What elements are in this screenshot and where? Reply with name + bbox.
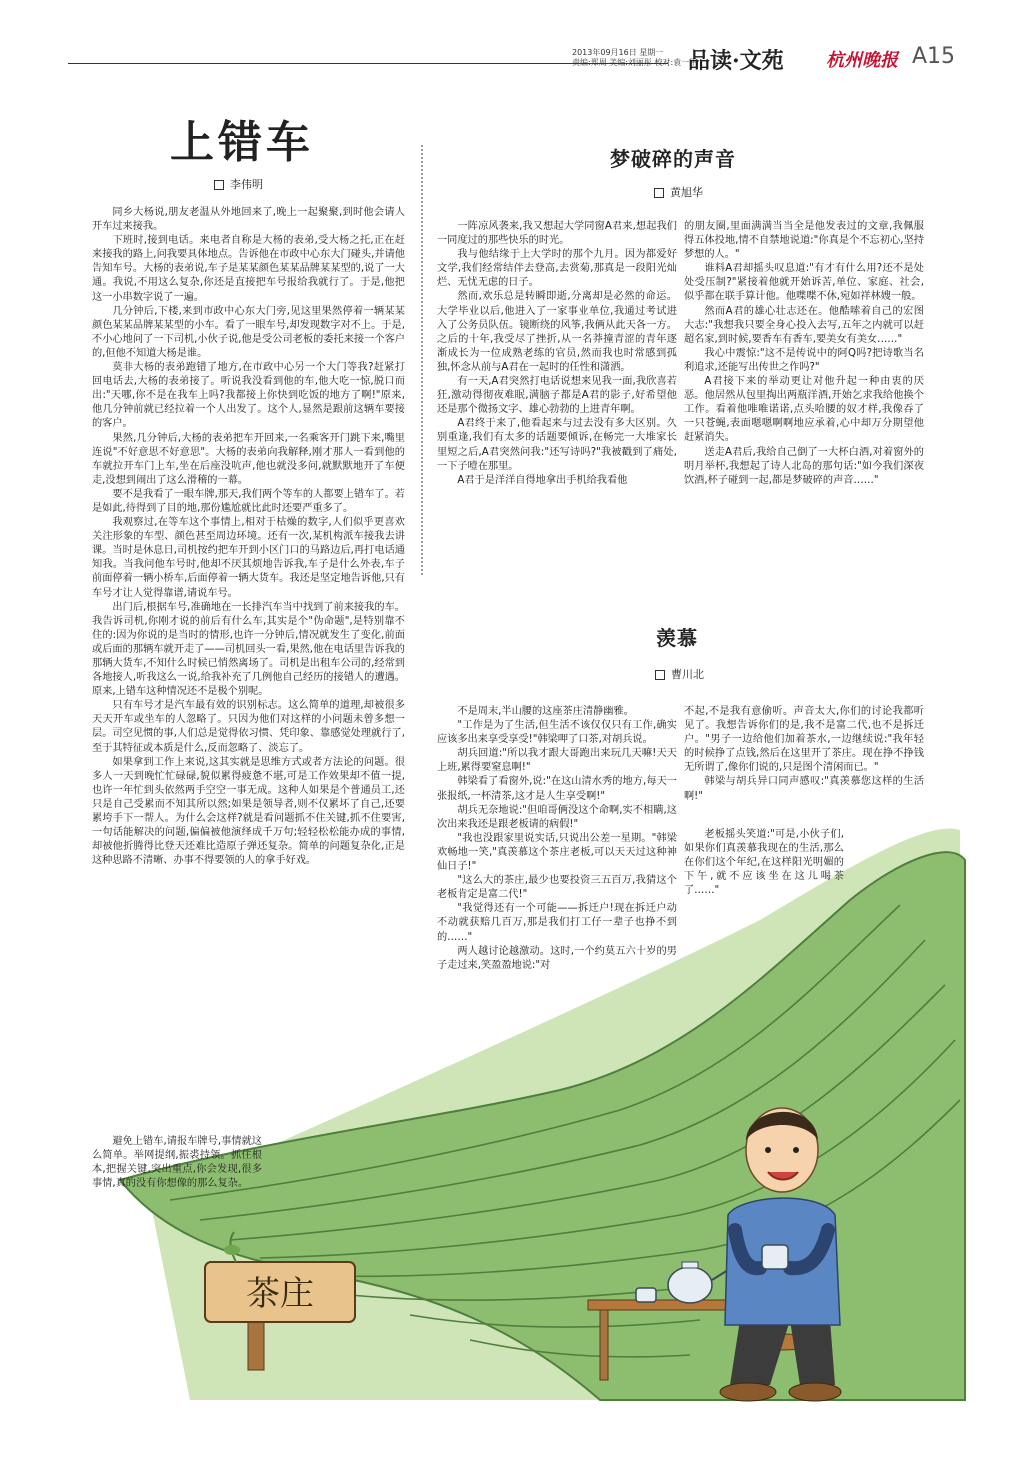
article1-ending	[92, 1135, 262, 1191]
article3-paragraph: 胡兵无奈地说:"但咱哥俩没这个命啊,实不相瞒,这次出来我还是跟老板请的病假!"	[437, 804, 677, 830]
article1-paragraph: 出门后,根据车号,准确地在一长排汽车当中找到了前来接我的车。我告诉司机,你刚才说的前后有什么车,其实是个"伪命题",是特别靠不住的:因为你说的是当时的情形,也许一分钟后,情况就发生了变化,前面或后面的那辆车就开走了——司机回头一看,果然,他在电话里告诉我的那辆大货车,不知什么时候已悄然离场了。司机是出租车公司的,经常到各地接人,听我这么一说,给我补充了几例他自己经历的接错人的遭遇。原来,上错车这种情况还不是极个别呢。	[92, 601, 405, 698]
article1-paragraph: 要不是我看了一眼车牌,那天,我们两个等车的人都要上错车了。若是如此,待得到了目的地,那份尴尬就比此时还要严重多了。	[92, 488, 405, 514]
article3-author: 曹川北	[671, 668, 704, 681]
article3-title: 羡慕	[656, 626, 698, 650]
article2-paragraph: 有一天,A君突然打电话说想来见我一面,我欣喜若狂,激动得彻夜难眠,满脑子都是A君的影子,好希望他还是那个微扬文字、雄心勃勃的上进青年啊。	[437, 376, 677, 416]
newspaper-logo: 杭州晚报	[826, 50, 898, 71]
article1-paragraph: 莫非大杨的表弟跑错了地方,在市政中心另一个大门等我?赶紧打回电话去,大杨的表弟接了。听说我没看到他的车,他大吃一惊,脱口而出:"天哪,你不是在我车上吗?我都接上你快到吃饭的地方了啊!"原来,他几分钟前就已经拉着一个人出发了。这个人,显然是跟前这辆车要接的客户。	[92, 362, 405, 430]
article3-column1	[437, 705, 677, 973]
article2-column2	[684, 220, 924, 488]
article2-author: 黄旭华	[670, 186, 703, 199]
article3-column2-ending	[684, 828, 844, 898]
article3-paragraph: 不起,不是我有意偷听。声音太大,你们的讨论我都听见了。我想告诉你们的是,我不是富二代,也不是拆迁户。"男子一边给他们加着茶水,一边继续说:"我年轻的时候挣了点钱,然后在这里开了茶庄。现在挣不挣钱无所谓了,像你们说的,只是图个清闲而已。"	[684, 706, 924, 774]
article1-paragraph: 几分钟后,下楼,来到市政中心东大门旁,见这里果然停着一辆某某颜色某某品牌某某型的小车。看了一眼车号,却发现数字对不上。于是,不小心地问了一下司机,小伙子说,他是受公司老板的委托来接一个客户的,但他不知道大杨是谁。	[92, 305, 405, 359]
article3-byline	[655, 666, 704, 682]
article1-paragraph: 下班时,接到电话。来电者自称是大杨的表弟,受大杨之托,正在赶来接我的路上,问我要具体地点。告诉他在市政中心东大门碰头,并请他告知车号。大杨的表弟说,车子是某某颜色某某品牌某某型的,说了一大通。我说,不用这么复杂,你还是直接把车号报给我就行了。于是,他把这一小串数字说了一遍。	[92, 235, 405, 303]
article2-paragraph: 的朋友圈,里面满满当当全是他发表过的文章,我佩服得五体投地,情不自禁地说道:"你真是个不忘初心,坚持梦想的人。"	[684, 221, 924, 261]
article1-paragraph: 只有车号才是汽车最有效的识别标志。这么简单的道理,却被很多天天开车或坐车的人忽略了。只因为他们对这样的小问题未曾多想一层。司空见惯的事,人们总是觉得依习惯、凭印象、靠感觉处理就行了,至于其特征或本质是什么,反而忽略了、淡忘了。	[92, 700, 405, 754]
article1-author: 李伟明	[230, 178, 263, 191]
section-title: 品读·文苑	[688, 48, 784, 74]
staff-credits: 责编:郑周 美编:刘丽彤 校对:袁一平	[572, 58, 698, 67]
byline-box-icon	[655, 670, 665, 680]
article3-paragraph: 胡兵回道:"所以我才跟大哥跑出来玩几天嘛!天天上班,累得要窒息啊!"	[437, 748, 677, 774]
article1-paragraph: 避免上错车,请报车牌号,事情就这么简单。举网提纲,振裘持领。抓住根本,把握关键,突出重点,你会发现,很多事情,真的没有你想像的那么复杂。	[92, 1136, 262, 1190]
article2-paragraph: A君终于来了,他看起来与过去没有多大区别。久别重逢,我们有太多的话题要倾诉,在畅完一大堆家长里短之后,A君突然问我:"还写诗吗?"我被戳到了痛处,一下子噎在那里。	[437, 418, 677, 472]
article3-paragraph: "工作是为了生活,但生活不该仅仅只有工作,确实应该多出来享受享受!"韩梁呷了口茶,对胡兵说。	[437, 720, 677, 746]
article2-title: 梦破碎的声音	[610, 147, 736, 171]
article1-paragraph: 如果拿到工作上来说,这其实就是思维方式或者方法论的问题。很多人一天到晚忙忙碌碌,貌似累得疲惫不堪,可是工作效果却不值一提,也许一年忙到头依然两手空空一事无成。这种人如果是个普通员工,还只是自己受累而不知其所以然;如果是领导者,则不仅累坏了自己,还要累垮手下一帮人。为什么会这样?就是看问题抓不住关键,抓不住要害,一句话能解决的问题,偏偏被他演绎成千万句;轻轻松松能办成的事情,却被他折腾得比登天还难比造原子弹还复杂。简单的问题复杂化,正是这种思路不清晰、办事不得要领的人的拿手好戏。	[92, 756, 405, 867]
article1-paragraph: 果然,几分钟后,大杨的表弟把车开回来,一名乘客开门跳下来,嘴里连说"不好意思不好意思"。大杨的表弟向我解释,刚才那人一看到他的车就拉开车门上车,坐在后座没吭声,他也就没多问,就默默地开了车便走,没想到闹出了这么滑稽的一幕。	[92, 432, 405, 486]
article1-paragraph: 同乡大杨说,朋友老温从外地回来了,晚上一起聚聚,到时他会请人开车过来接我。	[92, 207, 405, 233]
article1-body	[92, 206, 405, 868]
article1-paragraph: 我观察过,在等车这个事情上,相对于枯燥的数字,人们似乎更喜欢关注形象的车型、颜色甚至周边环境。还有一次,某机构派车接我去讲课。当时是休息日,司机按约把车开到小区门口的马路边后,再打电话通知我。当我问他车号时,他却不厌其烦地告诉我,车子是什么外表,车子前面停着一辆小桥车,后面停着一辆大货车。我还是坚定地告诉他,只有车号才让人觉得靠谱,请说车号。	[92, 517, 405, 599]
issue-date: 2013年09月16日 星期一	[572, 48, 664, 57]
article2-paragraph: 送走A君后,我给自己倒了一大杯白酒,对着窗外的明月举杯,我想起了诗人北岛的那句话:"如今我们深夜饮酒,杯子碰到一起,都是梦破碎的声音……"	[684, 446, 924, 486]
tea-cup	[636, 1288, 656, 1302]
article2-paragraph: 然而,欢乐总是转瞬即逝,分离却是必然的命运。大学毕业以后,他进入了一家事业单位,我通过考试进入了公务员队伍。镜断绕的风筝,我俩从此天各一方。之后的十年,我受尽了挫折,从一名莽撞青涩的青年逐渐成长为一位成熟老练的官员,然而我也时常感到孤独,怀念从前与A君在一起时的任性和潇洒。	[437, 291, 677, 373]
article2-byline	[654, 184, 703, 200]
article3-paragraph: 韩梁与胡兵异口同声感叹:"真羡慕您这样的生活啊!"	[684, 776, 924, 802]
column-divider	[421, 145, 423, 575]
article3-paragraph: 两人越讨论越激动。这时,一个约莫五六十岁的男子走过来,笑盈盈地说:"对	[437, 945, 677, 971]
article2-column1	[437, 220, 677, 488]
article1-title: 上错车	[170, 117, 314, 168]
byline-box-icon	[214, 180, 224, 190]
article3-paragraph: "我也没跟家里说实话,只说出公差一星期。"韩梁欢畅地一笑,"真羡慕这个茶庄老板,可以天天过这种神仙日子!"	[437, 832, 677, 873]
article3-paragraph: 韩梁看了看窗外,说:"在这山清水秀的地方,每天一张报纸,一杯清茶,这才是人生享受啊!"	[437, 776, 677, 802]
article3-paragraph: "这么大的茶庄,最少也要投资三五百万,我猜这个老板肯定是富二代!"	[437, 875, 677, 901]
article2-paragraph: 一阵凉风袭来,我又想起大学同窗A君来,想起我们一同度过的那些快乐的时光。	[437, 221, 677, 247]
sign-text: 茶庄	[246, 1274, 314, 1314]
article3-paragraph: 老板摇头笑道:"可是,小伙子们,如果你们真羡慕我现在的生活,那么在你们这个年纪,在这样阳光明媚的下午,就不应该坐在这儿喝茶了……"	[684, 829, 844, 897]
article2-paragraph: 我心中震惊:"这不是传说中的阿Q吗?把诗歌当名利追求,还能写出传世之作吗?"	[684, 347, 924, 373]
article2-paragraph: 我与他结缘于上大学时的那个九月。因为都爱好文学,我们经常结伴去登高,去赏菊,那真是一段阳光灿烂、无忧无虑的日子。	[437, 249, 677, 289]
article2-paragraph: 然而A君的雄心壮志还在。他酷嗦着自己的宏图大志:"我想我只要全身心投入去写,五年之内就可以赶超名家,到时候,要香车有香车,要美女有美女……"	[684, 305, 924, 345]
byline-box-icon	[654, 188, 664, 198]
article3-paragraph: "我觉得还有一个可能——拆迁户!现在拆迁户动不动就获赔几百万,那是我们打工仔一辈子也挣不到的……"	[437, 903, 677, 943]
page-number: A15	[912, 44, 956, 69]
article2-paragraph: A君接下来的举动更让对他升起一种由衷的厌恶。他居然从包里掏出两瓶洋酒,开始乞求我给他换个工作。看着他唯唯诺诺,点头哈腰的奴才样,我像吞了一只苍蝇,表面嗯嗯啊啊地应承着,心中却万分期望他赶紧消失。	[684, 376, 924, 444]
article3-paragraph: 不是周末,半山腰的这座茶庄清静幽雅。	[457, 706, 634, 717]
article3-column2	[684, 705, 924, 804]
article2-paragraph: A君于是洋洋自得地拿出手机给我看他	[457, 474, 628, 486]
article2-paragraph: 谁料A君却摇头叹息道:"有才有什么用?还不是处处受压制?"紧接着他就开始诉苦,单位、家庭、社会,似乎都在联手算计他。他喋喋不休,宛如祥林嫂一般。	[684, 263, 924, 303]
article1-byline	[214, 176, 263, 192]
